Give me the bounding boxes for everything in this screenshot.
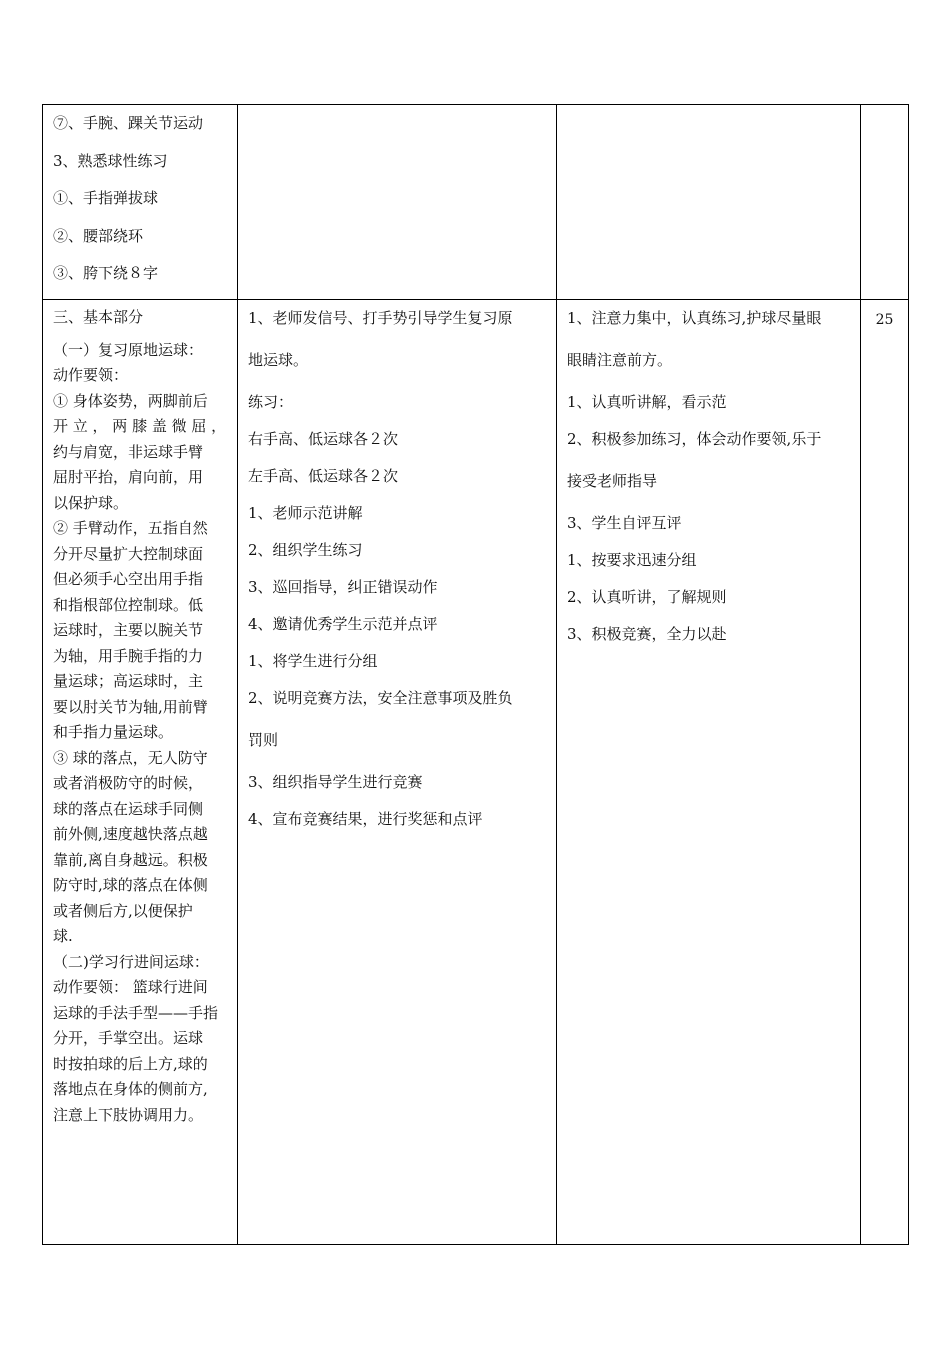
content-line: 运球时，主要以腕关节 [53, 621, 204, 639]
section-heading: 三、基本部分 [53, 307, 144, 326]
content-line: 量运球；高运球时，主 [53, 672, 204, 690]
content-line: （二)学习行进间运球： [53, 952, 209, 971]
row1-teacher-cell [238, 105, 557, 300]
lesson-plan-table [42, 104, 909, 1245]
student-line: 3、学生自评互评 [567, 513, 682, 532]
content-line: 屈肘平抬，肩向前，用 [53, 468, 204, 486]
student-line: 1、按要求迅速分组 [567, 550, 697, 569]
row2-student-cell [557, 299, 861, 1244]
content-line: （一）复习原地运球： [53, 340, 204, 359]
table-row [43, 105, 909, 300]
row1-time-cell [861, 105, 909, 300]
teacher-line: 地运球。 [248, 350, 309, 369]
teacher-line: 右手高、低运球各２次 [248, 429, 399, 448]
student-line: 2、积极参加练习，体会动作要领,乐于 [567, 429, 822, 448]
content-line: 动作要领： 篮球行进间 [53, 978, 208, 996]
row1-content-cell [43, 105, 238, 300]
teacher-line: 1、老师发信号、打手势引导学生复习原 [248, 308, 513, 327]
content-line: 球. [53, 927, 73, 945]
row1-line: ⑦、手腕、踝关节运动 [53, 114, 204, 132]
content-line: 运球的手法手型——手指 [53, 1003, 219, 1022]
teacher-line: 练习： [248, 392, 294, 411]
content-line: 和指根部位控制球。低 [53, 595, 204, 614]
student-line: 接受老师指导 [567, 471, 658, 490]
student-line: 眼睛注意前方。 [567, 350, 673, 369]
content-line: 注意上下肢协调用力。 [53, 1105, 204, 1124]
content-line: 动作要领： [53, 366, 129, 384]
student-line: 1、认真听讲解，看示范 [567, 392, 727, 411]
content-line: 但必须手心空出用手指 [53, 570, 204, 588]
table-row [43, 299, 909, 1244]
content-line: 以保护球。 [53, 493, 129, 512]
content-line: 防守时,球的落点在体侧 [53, 876, 208, 894]
teacher-line: 1、老师示范讲解 [248, 503, 363, 522]
content-line: ① 身体姿势，两脚前后 [53, 391, 208, 410]
teacher-line: 3、组织指导学生进行竞赛 [248, 772, 423, 791]
content-line: 前外侧,速度越快落点越 [53, 825, 208, 843]
content-line: ② 手臂动作，五指自然 [53, 519, 208, 537]
teacher-line: 1、将学生进行分组 [248, 651, 378, 670]
student-line: 2、认真听讲，了解规则 [567, 587, 727, 606]
content-line: 时按拍球的后上方,球的 [53, 1054, 208, 1073]
row1-student-cell [557, 105, 861, 300]
content-line: 或者侧后方,以便保护 [53, 901, 193, 920]
row1-line: ①、手指弹拔球 [53, 189, 159, 207]
row1-line: ③、胯下绕８字 [53, 264, 159, 282]
row2-content-cell [43, 299, 238, 1244]
content-line: 要以肘关节为轴,用前臂 [53, 697, 208, 716]
teacher-line: 2、说明竞赛方法，安全注意事项及胜负 [248, 688, 513, 707]
row1-line: 3、熟悉球性练习 [53, 151, 168, 170]
student-line: 1、注意力集中，认真练习,护球尽量眼 [567, 308, 822, 327]
content-line: 和手指力量运球。 [53, 723, 174, 741]
content-line: ③ 球的落点，无人防守 [53, 748, 208, 767]
row1-line: ②、腰部绕环 [53, 226, 144, 245]
row2-teacher-cell [238, 299, 557, 1244]
teacher-line: 4、宣布竞赛结果，进行奖惩和点评 [248, 809, 483, 828]
teacher-line: 2、组织学生练习 [248, 540, 363, 559]
content-line: 落地点在身体的侧前方, [53, 1080, 208, 1098]
content-line: 靠前,离自身越远。积极 [53, 850, 208, 869]
content-line: 球的落点在运球手同侧 [53, 799, 204, 818]
row2-time-cell [861, 299, 909, 1244]
teacher-line: 左手高、低运球各２次 [248, 466, 399, 485]
time-minutes: 25 [875, 311, 894, 328]
content-line: 为轴，用手腕手指的力 [53, 646, 204, 665]
student-line: 3、积极竞赛，全力以赴 [567, 624, 727, 643]
content-line: 开 立 ， 两 膝 盖 微 屈 ， [53, 417, 227, 435]
teacher-line: 4、邀请优秀学生示范并点评 [248, 614, 438, 633]
content-line: 或者消极防守的时候， [53, 774, 204, 792]
teacher-line: 3、巡回指导，纠正错误动作 [248, 577, 438, 596]
content-line: 分开尽量扩大控制球面 [53, 544, 204, 563]
content-line: 约与肩宽，非运球手臂 [53, 442, 204, 461]
content-line: 分开，手掌空出。运球 [53, 1029, 204, 1047]
teacher-line: 罚则 [248, 730, 279, 749]
